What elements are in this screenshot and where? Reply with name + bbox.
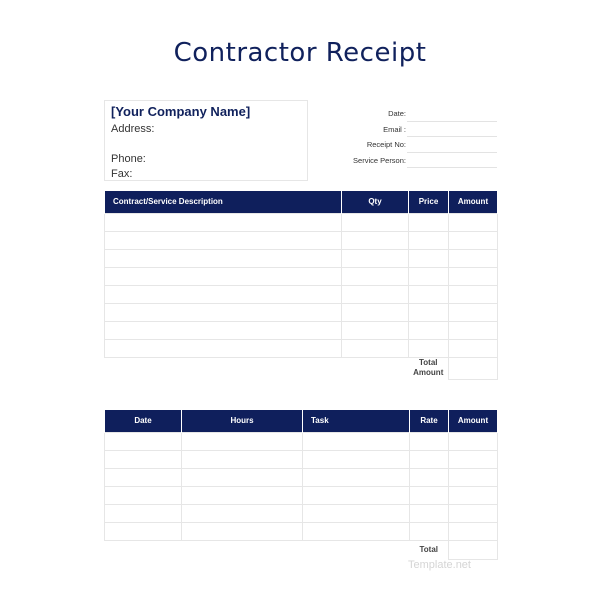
table-row	[105, 504, 498, 522]
hours-cell[interactable]	[303, 522, 410, 540]
hours-cell[interactable]	[410, 432, 449, 450]
hours-cell[interactable]	[303, 432, 410, 450]
hours-cell[interactable]	[182, 504, 303, 522]
page-title: Contractor Receipt	[173, 38, 427, 68]
company-name: [Your Company Name]	[111, 104, 251, 119]
table-row	[105, 213, 498, 231]
total-label: Total	[419, 544, 438, 554]
service-cell[interactable]	[105, 231, 342, 249]
table-row	[105, 522, 498, 540]
address-label: Address:	[111, 123, 155, 135]
hours-cell[interactable]	[449, 468, 498, 486]
company-info-box	[104, 100, 308, 181]
col-date: Date	[105, 410, 182, 432]
hours-cell[interactable]	[105, 468, 182, 486]
col-amount: Amount	[449, 191, 498, 213]
fax-label: Fax:	[111, 168, 133, 180]
hours-cell[interactable]	[410, 522, 449, 540]
hours-cell[interactable]	[182, 468, 303, 486]
table-row	[105, 303, 498, 321]
hours-cell[interactable]	[449, 522, 498, 540]
service-cell[interactable]	[342, 267, 409, 285]
hours-cell[interactable]	[303, 504, 410, 522]
table-row	[105, 432, 498, 450]
service-cell[interactable]	[342, 339, 409, 357]
hours-table	[104, 410, 498, 560]
meta-row-receipt-no	[330, 138, 497, 154]
col-hours: Hours	[182, 410, 303, 432]
hours-cell[interactable]	[105, 432, 182, 450]
watermark: Template.net	[408, 559, 471, 571]
total-amount-cell[interactable]	[449, 357, 498, 379]
meta-row-date	[330, 107, 497, 123]
hours-cell[interactable]	[303, 450, 410, 468]
service-cell[interactable]	[342, 249, 409, 267]
date-label: Date:	[388, 109, 406, 118]
service-cell[interactable]	[449, 285, 498, 303]
service-cell[interactable]	[409, 321, 449, 339]
service-cell[interactable]	[105, 285, 342, 303]
meta-row-service-person	[330, 154, 497, 170]
hours-cell[interactable]	[410, 450, 449, 468]
table-row	[105, 486, 498, 504]
service-person-field[interactable]	[407, 155, 497, 168]
service-cell[interactable]	[342, 213, 409, 231]
phone-label: Phone:	[111, 153, 146, 165]
receipt-meta	[330, 107, 497, 169]
service-cell[interactable]	[105, 249, 342, 267]
col-task: Task	[303, 410, 410, 432]
hours-cell[interactable]	[410, 468, 449, 486]
hours-cell[interactable]	[105, 522, 182, 540]
total-label-line2: Amount	[413, 368, 444, 378]
hours-cell[interactable]	[449, 486, 498, 504]
service-cell[interactable]	[342, 231, 409, 249]
hours-cell[interactable]	[182, 432, 303, 450]
col-price: Price	[409, 191, 449, 213]
email-field[interactable]	[407, 124, 497, 137]
total-amount-label	[409, 357, 449, 379]
service-cell[interactable]	[105, 321, 342, 339]
service-cell[interactable]	[449, 213, 498, 231]
service-cell[interactable]	[342, 285, 409, 303]
hours-total-row	[105, 540, 498, 559]
service-cell[interactable]	[409, 339, 449, 357]
hours-cell[interactable]	[410, 486, 449, 504]
hours-cell[interactable]	[303, 468, 410, 486]
col-rate: Rate	[410, 410, 449, 432]
service-cell[interactable]	[342, 321, 409, 339]
table-row	[105, 450, 498, 468]
service-cell[interactable]	[449, 249, 498, 267]
date-field[interactable]	[407, 109, 497, 122]
total-label-line1: Total	[418, 358, 438, 368]
service-cell[interactable]	[409, 267, 449, 285]
table-row	[105, 468, 498, 486]
email-label: Email :	[383, 124, 406, 134]
total-cell[interactable]	[449, 540, 498, 559]
hours-cell[interactable]	[105, 504, 182, 522]
service-person-label: Service Person:	[353, 155, 406, 165]
hours-cell[interactable]	[410, 504, 449, 522]
service-table	[104, 191, 498, 380]
col-amount-2: Amount	[449, 410, 498, 432]
service-cell[interactable]	[409, 303, 449, 321]
table-row	[105, 267, 498, 285]
service-cell[interactable]	[449, 321, 498, 339]
service-table-header	[105, 191, 498, 213]
service-cell[interactable]	[342, 303, 409, 321]
hours-cell[interactable]	[449, 432, 498, 450]
hours-cell[interactable]	[182, 450, 303, 468]
hours-cell[interactable]	[182, 486, 303, 504]
meta-row-email	[330, 123, 497, 139]
table-row	[105, 339, 498, 357]
col-qty: Qty	[342, 191, 409, 213]
service-cell[interactable]	[409, 213, 449, 231]
receipt-no-field[interactable]	[407, 140, 497, 153]
service-total-row	[105, 357, 498, 379]
hours-table-header	[105, 410, 498, 432]
service-cell[interactable]	[409, 285, 449, 303]
service-cell[interactable]	[449, 267, 498, 285]
table-row	[105, 321, 498, 339]
service-cell[interactable]	[449, 339, 498, 357]
service-cell[interactable]	[105, 267, 342, 285]
service-cell[interactable]	[105, 303, 342, 321]
table-row	[105, 231, 498, 249]
hours-cell[interactable]	[303, 486, 410, 504]
table-row	[105, 285, 498, 303]
hours-cell[interactable]	[182, 522, 303, 540]
hours-cell[interactable]	[449, 450, 498, 468]
receipt-no-label: Receipt No:	[366, 140, 406, 149]
service-cell[interactable]	[105, 339, 342, 357]
service-cell[interactable]	[449, 303, 498, 321]
service-cell[interactable]	[449, 231, 498, 249]
table-row	[105, 249, 498, 267]
service-cell[interactable]	[409, 249, 449, 267]
hours-cell[interactable]	[105, 450, 182, 468]
service-cell[interactable]	[105, 213, 342, 231]
hours-cell[interactable]	[105, 486, 182, 504]
col-description: Contract/Service Description	[105, 191, 342, 213]
service-cell[interactable]	[409, 231, 449, 249]
hours-cell[interactable]	[449, 504, 498, 522]
